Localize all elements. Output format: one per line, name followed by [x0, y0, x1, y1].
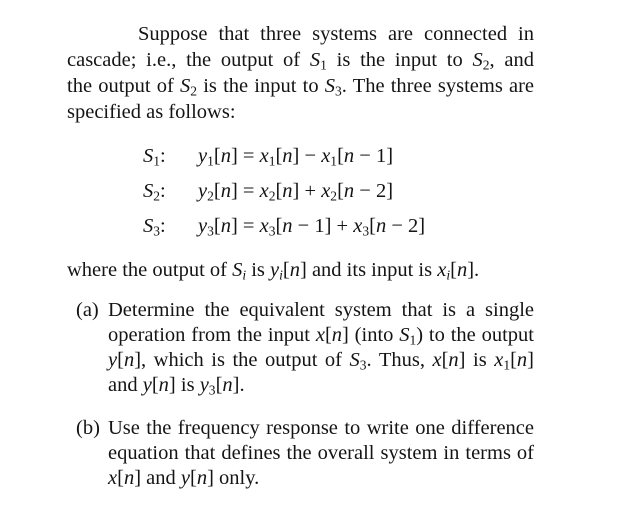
part-a-line-1: Determine the equivalent system that is a single — [108, 299, 534, 321]
part-a-line-2: operation from the input x[n] (into $S_1$) to the output — [108, 324, 534, 348]
where-line: where the output of $S_i$ is $y_i[n]$ and its input is $x_i[n]$. — [67, 259, 480, 283]
part-b-line-2: equation that defines the overall system in terms of — [108, 442, 534, 464]
system-label: $S_3$: — [143, 215, 166, 239]
part-b-line-3: x[n] and y[n] only. — [108, 467, 260, 489]
symbol-s2: $S_2$ — [472, 49, 490, 73]
part-a-marker: (a) — [76, 299, 99, 321]
system-label: $S_1$: — [143, 145, 166, 169]
symbol-s3: $S_3$ — [324, 75, 342, 99]
intro-line-1: Suppose that three systems are connected in — [138, 23, 534, 45]
part-b-marker: (b) — [76, 417, 100, 439]
equation: $y_2[n] = x_2[n] + x_2[n - 2]$ — [198, 180, 394, 204]
intro-line-3: the output of $S_2$ is the input to $S_3$. The three systems are — [67, 75, 535, 99]
part-a-line-4: and y[n] is $y_3[n]$. — [108, 374, 245, 398]
part-a-line-3: y[n], which is the output of $S_3$. Thus, x[n] is $x_1[n]$ — [108, 349, 534, 373]
intro-line-4: specified as follows: — [67, 101, 236, 123]
system-label: $S_2$: — [143, 180, 166, 204]
intro-line-2: cascade; i.e., the output of $S_1$ is the input to $S_2$, and — [67, 49, 534, 73]
equation: $y_1[n] = x_1[n] - x_1[n - 1]$ — [198, 145, 394, 169]
part-b-line-1: Use the frequency response to write one difference — [108, 417, 534, 439]
symbol-s1: $S_1$ — [309, 49, 327, 73]
symbol-s2: $S_2$ — [180, 75, 198, 99]
equation: $y_3[n] = x_3[n - 1] + x_3[n - 2]$ — [198, 215, 426, 239]
